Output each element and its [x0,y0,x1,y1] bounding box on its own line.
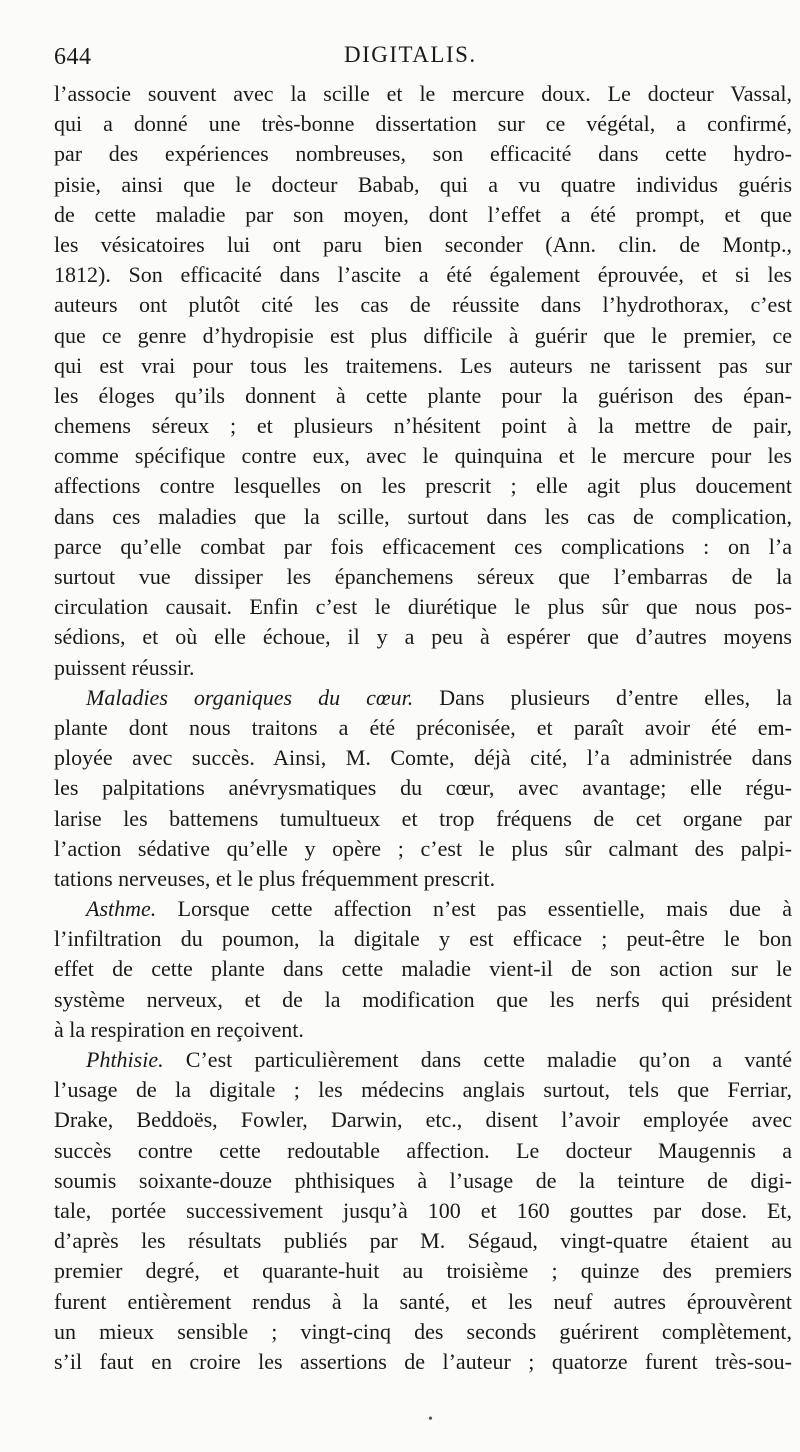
text-line: l’action sédative qu’elle y opère ; c’est le plus sûr calmant des palpi- [54,835,792,861]
text-line: chemens séreux ; et plusieurs n’hésitent point à la mettre de pair, [54,413,792,439]
text-line: de cette maladie par son moyen, dont l’effet a été prompt, et que [54,201,792,227]
text-line: premier degré, et quarante-huit au troisième ; quinze des premiers [54,1258,792,1284]
text-line: circulation causait. Enfin c’est le diurétique le plus sûr que nous pos- [54,594,792,620]
running-title: DIGITALIS. [344,42,477,67]
text-line: comme spécifique contre eux, avec le quinquina et le mercure pour les [54,443,792,469]
body-text [54,79,792,1377]
section-lead: Asthme. [86,896,157,922]
paragraph-asthme [54,894,792,1045]
text-line: parce qu’elle combat par fois efficacement ces complications : on l’a [54,533,792,559]
text-line: par des expériences nombreuses, son efficacité dans cette hydro- [54,141,792,167]
text-line: les éloges qu’ils donnent à cette plante pour la guérison des épan- [54,382,792,408]
text-line: qui a donné une très-bonne dissertation sur ce végétal, a confirmé, [54,111,792,137]
text-line: tale, portée successivement jusqu’à 100 et 160 gouttes par dose. Et, [54,1197,792,1223]
text-line: qui est vrai pour tous les traitemens. Les auteurs ne tarissent pas sur [54,352,792,378]
text-line: dans ces maladies que la scille, surtout dans les cas de complication, [54,503,792,529]
text-line: 1812). Son efficacité dans l’ascite a été également éprouvée, et si les [54,262,792,288]
ink-speck: • [428,1412,433,1427]
text-line: plante dont nous traitons a été préconisée, et paraît avoir été em- [54,714,792,740]
text-line: l’associe souvent avec la scille et le mercure doux. Le docteur Vassal, [54,81,792,106]
text-line: ployée avec succès. Ainsi, M. Comte, déjà cité, l’a administrée dans [54,745,792,771]
text-line [54,894,792,924]
text-line [54,1045,792,1075]
text-line: un mieux sensible ; vingt-cinq des seconds guérirent complètement, [54,1318,792,1344]
text-line: tations nerveuses, et le plus fréquemment prescrit. [54,865,496,891]
text-line: auteurs ont plutôt cité les cas de réussite dans l’hydrothorax, c’est [54,292,792,318]
paragraph-maladies-coeur [54,683,792,894]
text-line: furent entièrement rendus à la santé, et les neuf autres éprouvèrent [54,1288,792,1314]
text-line: puissent réussir. [54,654,195,680]
text-line [54,683,792,713]
text-line: l’infiltration du poumon, la digitale y est efficace ; peut-être le bon [54,926,792,952]
section-lead: Phthisie. [86,1047,164,1072]
text-line: succès contre cette redoutable affection. Le docteur Maugennis a [54,1137,792,1163]
text-line: l’usage de la digitale ; les médecins anglais surtout, tels que Ferriar, [54,1077,792,1103]
text-line: surtout vue dissiper les épanchemens séreux que l’embarras de la [54,564,792,589]
page-number: 644 [54,44,92,70]
text-line: d’après les résultats publiés par M. Ségaud, vingt-quatre étaient au [54,1228,792,1254]
text-line: les palpitations anévrysmatiques du cœur, avec avantage; elle régu- [54,775,792,801]
text-line: que ce genre d’hydropisie est plus difficile à guérir que le premier, ce [54,322,792,348]
text-line: larise les battemens tumultueux et trop fréquens de cet organe par [54,805,792,831]
text-run: Dans plusieurs d’entre elles, la [413,684,792,710]
text-run: Lorsque cette affection n’est pas essentielle, mais due à [156,896,792,922]
text-line: pisie, ainsi que le docteur Babab, qui a vu quatre individus guéris [54,171,792,197]
text-line: système nerveux, et de la modification que les nerfs qui président [54,986,792,1012]
page-header [54,40,794,76]
text-line: soumis soixante-douze phthisiques à l’usage de la teinture de digi- [54,1167,792,1193]
paragraph-hydropisie [54,79,792,683]
text-line: sédions, et où elle échoue, il y a peu à espérer que d’autres moyens [54,624,792,650]
text-run: C’est particulièrement dans cette maladie qu’on a vanté [163,1047,792,1072]
section-lead: Maladies organiques du cœur. [86,684,414,710]
text-line: Drake, Beddoës, Fowler, Darwin, etc., disent l’avoir employée avec [54,1107,792,1133]
text-line: s’il faut en croire les assertions de l’auteur ; quatorze furent très-sou- [54,1348,792,1374]
paragraph-phthisie [54,1045,792,1377]
text-line: effet de cette plante dans cette maladie vient-il de son action sur le [54,956,792,982]
text-line: les vésicatoires lui ont paru bien seconder (Ann. clin. de Montp., [54,231,792,257]
text-line: affections contre lesquelles on les prescrit ; elle agit plus doucement [54,473,792,499]
text-line: à la respiration en reçoivent. [54,1016,304,1042]
